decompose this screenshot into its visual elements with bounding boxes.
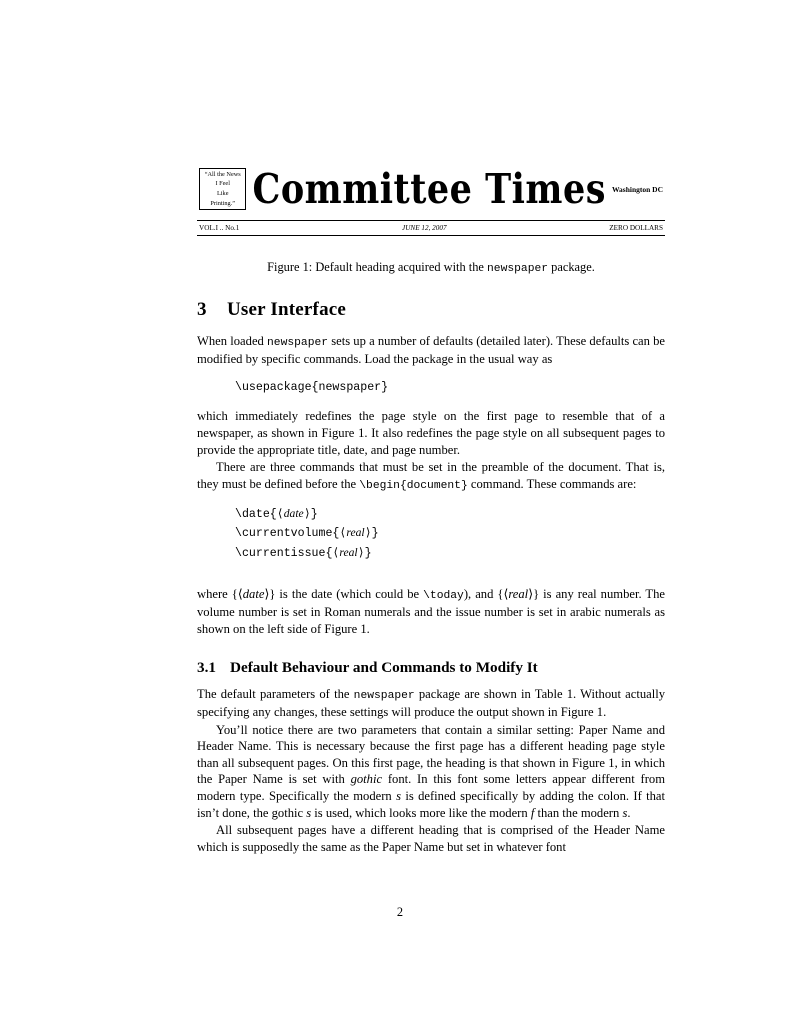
section-heading-3 bbox=[197, 299, 665, 321]
p4-text-b: } is the date (which could be bbox=[269, 586, 424, 601]
code-preamble-commands bbox=[235, 505, 665, 564]
masthead-place: Washington DC bbox=[611, 184, 663, 194]
paragraph-3 bbox=[197, 459, 665, 494]
motto-line-2: Like Printing.” bbox=[210, 190, 236, 207]
figure-caption bbox=[197, 260, 665, 275]
code-currentvolume-arg: real bbox=[346, 526, 365, 540]
motto-line-1: “All the News I Feel bbox=[204, 170, 241, 188]
masthead-price: ZERO DOLLARS bbox=[609, 224, 663, 232]
masthead-date: JUNE 12, 2007 bbox=[402, 224, 447, 232]
masthead-rule-bottom bbox=[197, 235, 665, 236]
masthead bbox=[197, 160, 665, 218]
section-heading-3-1 bbox=[197, 659, 665, 677]
section-number-3: 3 bbox=[197, 299, 207, 320]
paragraph-2: which immediately redefines the page style on the first page to resemble that of a newspaper, as shown in Figure 1. It also redefines the page style on all subsequent pages to provide the appropriate title, date, and page number. bbox=[197, 409, 665, 457]
p6-text-b: font. In this font some letters appear different from modern type. Specifically the modern bbox=[197, 772, 665, 804]
p1-text-a: When loaded bbox=[197, 334, 268, 348]
code-currentissue-line: \currentissue{⟨real⟩} bbox=[235, 546, 372, 561]
p5-code: newspaper bbox=[353, 690, 415, 703]
p3-code: \begin{document} bbox=[359, 479, 468, 492]
code-usepackage bbox=[235, 379, 665, 398]
paragraph-4: where {⟨date⟩} is the date (which could be \today), and {⟨real⟩} is any real number. The volume number is set in Roman numerals and the issue number is set in arabic numerals as shown on the left side of Figure 1. bbox=[197, 586, 665, 636]
p6-text-c: is defined specifically by adding the colon. If that isn’t done, the gothic bbox=[197, 789, 665, 820]
code-date-post: } bbox=[310, 507, 318, 521]
p3-text-b: command. These commands are: bbox=[467, 476, 637, 491]
code-currentissue-pre: \currentissue{ bbox=[235, 547, 333, 561]
code-date-pre: \date{ bbox=[235, 507, 277, 521]
section-title-3: User Interface bbox=[227, 299, 347, 320]
p4-code-today: \today bbox=[423, 589, 464, 602]
p5-text-b: package are shown in Table 1. Without actually specifying any changes, these settings will produce the output shown in Figure 1. bbox=[197, 687, 666, 720]
code-date-line: \date{⟨date⟩} bbox=[235, 506, 318, 521]
code-currentissue-arg: real bbox=[339, 546, 358, 560]
code-date-arg: date bbox=[283, 506, 304, 520]
p6-italic-f: f bbox=[530, 805, 535, 820]
masthead-motto bbox=[199, 168, 246, 210]
code-currentvolume-pre: \currentvolume{ bbox=[235, 527, 340, 541]
p6-italic-s-3: s bbox=[622, 805, 628, 820]
masthead-title: Committee Times bbox=[252, 164, 606, 214]
section-number-3-1: 3.1 bbox=[197, 659, 216, 677]
p6-text-d: is used, which looks more like the modern bbox=[311, 805, 531, 820]
paragraph-6 bbox=[197, 722, 665, 822]
figure-caption-post: package. bbox=[548, 260, 595, 274]
p4-text-a: where { bbox=[197, 586, 238, 601]
page-number: 2 bbox=[396, 905, 404, 919]
paragraph-7: All subsequent pages have a different heading that is comprised of the Header Name which is supposedly the same as the Paper Name but set in whatever font bbox=[197, 823, 665, 854]
code-currentissue-post: } bbox=[364, 547, 372, 561]
figure-newspaper-heading bbox=[197, 160, 665, 275]
p4-text-d: } is any real number. The volume number is set in Roman numerals and the issue number is set in arabic numerals as shown on the left side of Figure 1. bbox=[197, 586, 665, 636]
paragraph-5 bbox=[197, 686, 665, 721]
figure-caption-pre: Figure 1: Default heading acquired with the bbox=[267, 260, 488, 274]
p1-code: newspaper bbox=[267, 337, 329, 349]
p4-arg-real: real bbox=[508, 586, 529, 601]
p1-text-b: sets up a number of defaults (detailed later). These defaults can be modified by specific commands. Load the package in the usual way as bbox=[197, 334, 665, 366]
p4-arg-date: date bbox=[242, 586, 265, 601]
figure-caption-code: newspaper bbox=[487, 263, 549, 275]
p6-text-e: than the modern bbox=[534, 805, 623, 820]
section-title-3-1: Default Behaviour and Commands to Modify It bbox=[230, 659, 538, 677]
masthead-issue-line bbox=[197, 221, 665, 235]
code-usepackage-line: \usepackage{newspaper} bbox=[235, 380, 389, 394]
p6-gothic-word: gothic bbox=[350, 772, 383, 787]
p5-text-a: The default parameters of the bbox=[197, 687, 354, 702]
masthead-volume: VOL.I .. No.1 bbox=[199, 224, 240, 232]
paragraph-1 bbox=[197, 333, 665, 368]
p3-text-a: There are three commands that must be set in the preamble of the document. That is, they must be defined before the bbox=[197, 460, 665, 491]
p6-text-end: . bbox=[627, 805, 631, 820]
page-content bbox=[197, 160, 665, 856]
p6-italic-s-2: s bbox=[306, 805, 312, 820]
p6-text-a: You’ll notice there are two parameters that contain a similar setting: Paper Name and Header Name. This is necessary because the first page has a different heading page style than all subsequent pages. On this first page, the heading is that shown in Figure 1, in which the Paper Name is set with bbox=[197, 722, 665, 787]
code-currentvolume-line: \currentvolume{⟨real⟩} bbox=[235, 526, 379, 541]
code-currentvolume-post: } bbox=[371, 527, 379, 541]
p6-italic-s-1: s bbox=[396, 789, 401, 804]
p4-text-c: ), and { bbox=[463, 586, 504, 601]
